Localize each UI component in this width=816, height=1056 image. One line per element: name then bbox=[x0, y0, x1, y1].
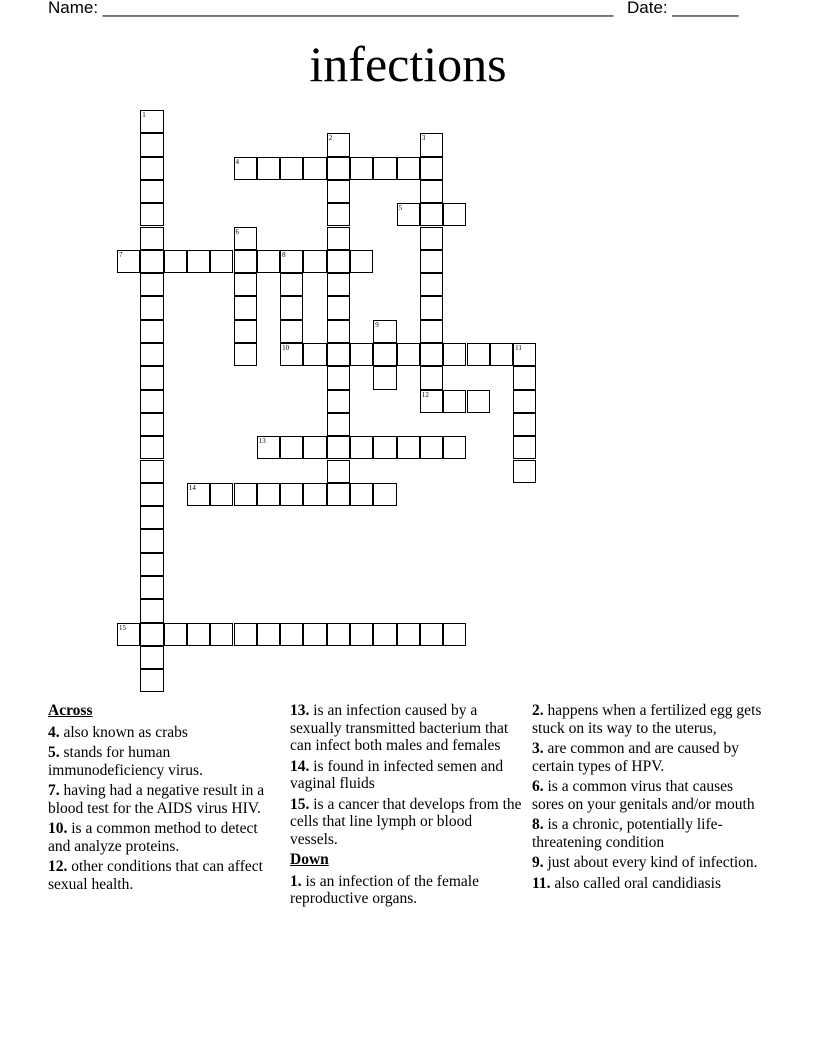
grid-cell[interactable] bbox=[420, 273, 443, 296]
grid-cell[interactable] bbox=[140, 296, 163, 319]
grid-cell[interactable] bbox=[234, 343, 257, 366]
grid-cell[interactable] bbox=[397, 203, 420, 226]
clue-across-14: 14. is found in infected semen and vaginal fluids bbox=[290, 757, 504, 792]
grid-cell[interactable] bbox=[397, 623, 420, 646]
header bbox=[48, 0, 768, 20]
grid-cell[interactable] bbox=[140, 460, 163, 483]
clue-number: 7 bbox=[119, 250, 123, 259]
grid-cell[interactable] bbox=[327, 320, 350, 343]
grid-cell[interactable] bbox=[140, 343, 163, 366]
grid-cell[interactable] bbox=[117, 250, 140, 273]
across-heading: Across bbox=[48, 702, 93, 719]
grid-cell[interactable] bbox=[420, 133, 443, 156]
grid-cell[interactable] bbox=[140, 623, 163, 646]
grid-cell[interactable] bbox=[420, 157, 443, 180]
grid-cell[interactable] bbox=[420, 390, 443, 413]
clue-number: 14 bbox=[188, 483, 196, 492]
grid-cell[interactable] bbox=[373, 366, 396, 389]
grid-cell[interactable] bbox=[140, 436, 163, 459]
grid-cell[interactable] bbox=[187, 250, 210, 273]
clue-down-8: 8. is a chronic, potentially life-threatening condition bbox=[532, 816, 723, 851]
grid-cell[interactable] bbox=[420, 180, 443, 203]
grid-cell[interactable] bbox=[234, 157, 257, 180]
grid-cell[interactable] bbox=[234, 227, 257, 250]
clue-number: 13 bbox=[258, 437, 266, 446]
clue-number: 10 bbox=[282, 344, 290, 352]
grid-cell[interactable] bbox=[280, 436, 303, 459]
grid-cell[interactable] bbox=[257, 483, 280, 506]
grid-cell[interactable] bbox=[257, 436, 280, 459]
grid-cell[interactable] bbox=[234, 320, 257, 343]
grid-cell[interactable] bbox=[327, 133, 350, 156]
grid-cell[interactable] bbox=[327, 203, 350, 226]
date-field[interactable]: Date: _______ bbox=[627, 0, 739, 17]
grid-cell[interactable] bbox=[513, 460, 536, 483]
grid-cell[interactable] bbox=[280, 157, 303, 180]
grid-cell[interactable] bbox=[513, 413, 536, 436]
grid-cell[interactable] bbox=[303, 250, 326, 273]
clue-across-5: 5. stands for human immunodeficiency virus. bbox=[48, 744, 203, 779]
grid-cell[interactable] bbox=[140, 320, 163, 343]
clues-column-1 bbox=[48, 702, 280, 896]
grid-cell[interactable] bbox=[327, 250, 350, 273]
grid-cell[interactable] bbox=[373, 343, 396, 366]
grid-cell[interactable] bbox=[327, 390, 350, 413]
clue-number: 15 bbox=[119, 623, 126, 632]
grid-cell[interactable] bbox=[140, 413, 163, 436]
grid-cell[interactable] bbox=[303, 623, 326, 646]
clue-across-13: 13. is an infection caused by a sexually transmitted bacterium that can infect both males and females bbox=[290, 702, 509, 754]
clue-across-12: 12. other conditions that can affect sexual health. bbox=[48, 858, 263, 893]
grid-cell[interactable] bbox=[420, 436, 443, 459]
grid-cell[interactable] bbox=[420, 320, 443, 343]
grid-cell[interactable] bbox=[443, 436, 466, 459]
grid-cell[interactable] bbox=[350, 623, 373, 646]
grid-cell[interactable] bbox=[327, 460, 350, 483]
grid-cell[interactable] bbox=[327, 296, 350, 319]
grid-cell[interactable] bbox=[280, 273, 303, 296]
grid-cell[interactable] bbox=[234, 273, 257, 296]
grid-cell[interactable] bbox=[420, 343, 443, 366]
clue-number: 3 bbox=[421, 134, 426, 143]
grid-cell[interactable] bbox=[513, 436, 536, 459]
grid-cell[interactable] bbox=[373, 483, 396, 506]
grid-cell[interactable] bbox=[350, 483, 373, 506]
grid-cell[interactable] bbox=[327, 343, 350, 366]
clue-down-9: 9. just about every kind of infection. bbox=[532, 854, 758, 871]
grid-cell[interactable] bbox=[513, 366, 536, 389]
clue-down-11: 11. also called oral candidiasis bbox=[532, 874, 721, 892]
clue-down-2: 2. happens when a fertilized egg gets stuck on its way to the uterus, bbox=[532, 702, 762, 737]
grid-cell[interactable] bbox=[467, 343, 490, 366]
grid-cell[interactable] bbox=[513, 390, 536, 413]
clue-number: 2 bbox=[328, 134, 333, 143]
grid-cell[interactable] bbox=[443, 343, 466, 366]
grid-cell[interactable] bbox=[140, 203, 163, 226]
grid-cell[interactable] bbox=[140, 483, 163, 506]
grid-cell[interactable] bbox=[117, 623, 140, 646]
clues-column-3 bbox=[532, 702, 764, 895]
grid-cell[interactable] bbox=[373, 320, 396, 343]
grid-cell[interactable] bbox=[373, 623, 396, 646]
grid-cell[interactable] bbox=[350, 436, 373, 459]
grid-cell[interactable] bbox=[490, 343, 513, 366]
clue-number: 5 bbox=[398, 204, 403, 213]
grid-cell[interactable] bbox=[257, 157, 280, 180]
grid-cell[interactable] bbox=[210, 250, 233, 273]
grid-cell[interactable] bbox=[327, 483, 350, 506]
grid-cell[interactable] bbox=[187, 623, 210, 646]
grid-cell[interactable] bbox=[467, 390, 490, 413]
grid-cell[interactable] bbox=[140, 133, 163, 156]
grid-cell[interactable] bbox=[140, 110, 163, 133]
clue-down-1: 1. is an infection of the female reproductive organs. bbox=[290, 872, 479, 907]
grid-cell[interactable] bbox=[280, 250, 303, 273]
grid-cell[interactable] bbox=[397, 436, 420, 459]
clue-number: 9 bbox=[375, 320, 379, 329]
clue-number: 6 bbox=[235, 227, 239, 236]
grid-cell[interactable] bbox=[187, 483, 210, 506]
clue-across-10: 10. is a common method to detect and analyze proteins. bbox=[48, 820, 258, 855]
clue-across-15: 15. is a cancer that develops from the cells that line lymph or blood vessels. bbox=[290, 795, 522, 848]
clue-number: 12 bbox=[421, 390, 429, 399]
clue-number: 1 bbox=[142, 111, 146, 119]
grid-cell[interactable] bbox=[420, 250, 443, 273]
grid-cell[interactable] bbox=[327, 227, 350, 250]
grid-cell[interactable] bbox=[280, 623, 303, 646]
grid-cell[interactable] bbox=[234, 250, 257, 273]
grid-cell[interactable] bbox=[280, 343, 303, 366]
grid-cell[interactable] bbox=[420, 227, 443, 250]
grid-cell[interactable] bbox=[234, 296, 257, 319]
grid-cell[interactable] bbox=[140, 646, 163, 669]
grid-cell[interactable] bbox=[327, 157, 350, 180]
grid-cell[interactable] bbox=[443, 623, 466, 646]
grid-cell[interactable] bbox=[303, 436, 326, 459]
grid-cell[interactable] bbox=[234, 623, 257, 646]
grid-cell[interactable] bbox=[420, 366, 443, 389]
clue-number: 11 bbox=[515, 344, 522, 352]
down-heading: Down bbox=[290, 851, 329, 868]
grid-cell[interactable] bbox=[140, 157, 163, 180]
grid-cell[interactable] bbox=[140, 273, 163, 296]
grid-cell[interactable] bbox=[140, 227, 163, 250]
grid-cell[interactable] bbox=[257, 250, 280, 273]
grid-cell[interactable] bbox=[303, 343, 326, 366]
grid-cell[interactable] bbox=[327, 366, 350, 389]
clue-down-6: 6. is a common virus that causes sores on your genitals and/or mouth bbox=[532, 778, 755, 813]
grid-cell[interactable] bbox=[140, 506, 163, 529]
grid-cell[interactable] bbox=[140, 250, 163, 273]
grid-cell[interactable] bbox=[350, 157, 373, 180]
grid-cell[interactable] bbox=[350, 343, 373, 366]
grid-cell[interactable] bbox=[327, 273, 350, 296]
grid-cell[interactable] bbox=[140, 576, 163, 599]
grid-cell[interactable] bbox=[140, 553, 163, 576]
grid-cell[interactable] bbox=[280, 296, 303, 319]
clue-across-7: 7. having had a negative result in a blood test for the AIDS virus HIV. bbox=[48, 782, 265, 817]
grid-cell[interactable] bbox=[420, 203, 443, 226]
grid-cell[interactable] bbox=[140, 366, 163, 389]
grid-cell[interactable] bbox=[164, 623, 187, 646]
grid-cell[interactable] bbox=[397, 157, 420, 180]
grid-cell[interactable] bbox=[140, 669, 163, 692]
grid-cell[interactable] bbox=[350, 250, 373, 273]
grid-cell[interactable] bbox=[373, 157, 396, 180]
grid-cell[interactable] bbox=[397, 343, 420, 366]
grid-cell[interactable] bbox=[210, 623, 233, 646]
grid-cell[interactable] bbox=[373, 436, 396, 459]
clue-down-3: 3. are common and are caused by certain types of HPV. bbox=[532, 740, 740, 775]
grid-cell[interactable] bbox=[140, 180, 163, 203]
grid-cell[interactable] bbox=[280, 320, 303, 343]
grid-cell[interactable] bbox=[140, 390, 163, 413]
grid-cell[interactable] bbox=[513, 343, 536, 366]
clue-number: 4 bbox=[235, 157, 239, 166]
grid-cell[interactable] bbox=[303, 483, 326, 506]
grid-cell[interactable] bbox=[443, 203, 466, 226]
grid-cell[interactable] bbox=[234, 483, 257, 506]
grid-cell[interactable] bbox=[327, 413, 350, 436]
grid-cell[interactable] bbox=[327, 436, 350, 459]
grid-cell[interactable] bbox=[164, 250, 187, 273]
grid-cell[interactable] bbox=[140, 599, 163, 622]
grid-cell[interactable] bbox=[280, 483, 303, 506]
grid-cell[interactable] bbox=[303, 157, 326, 180]
page-title: infections bbox=[309, 36, 507, 92]
grid-cell[interactable] bbox=[257, 623, 280, 646]
grid-cell[interactable] bbox=[327, 623, 350, 646]
grid-cell[interactable] bbox=[327, 180, 350, 203]
name-field[interactable]: Name: ______________________________________________________ bbox=[48, 0, 614, 17]
clue-number: 8 bbox=[282, 250, 286, 259]
grid-cell[interactable] bbox=[140, 529, 163, 552]
grid-cell[interactable] bbox=[443, 390, 466, 413]
grid-cell[interactable] bbox=[420, 296, 443, 319]
clues-column-2 bbox=[290, 702, 522, 911]
clue-across-4: 4. also known as crabs bbox=[48, 723, 188, 741]
grid-cell[interactable] bbox=[210, 483, 233, 506]
grid-cell[interactable] bbox=[420, 623, 443, 646]
